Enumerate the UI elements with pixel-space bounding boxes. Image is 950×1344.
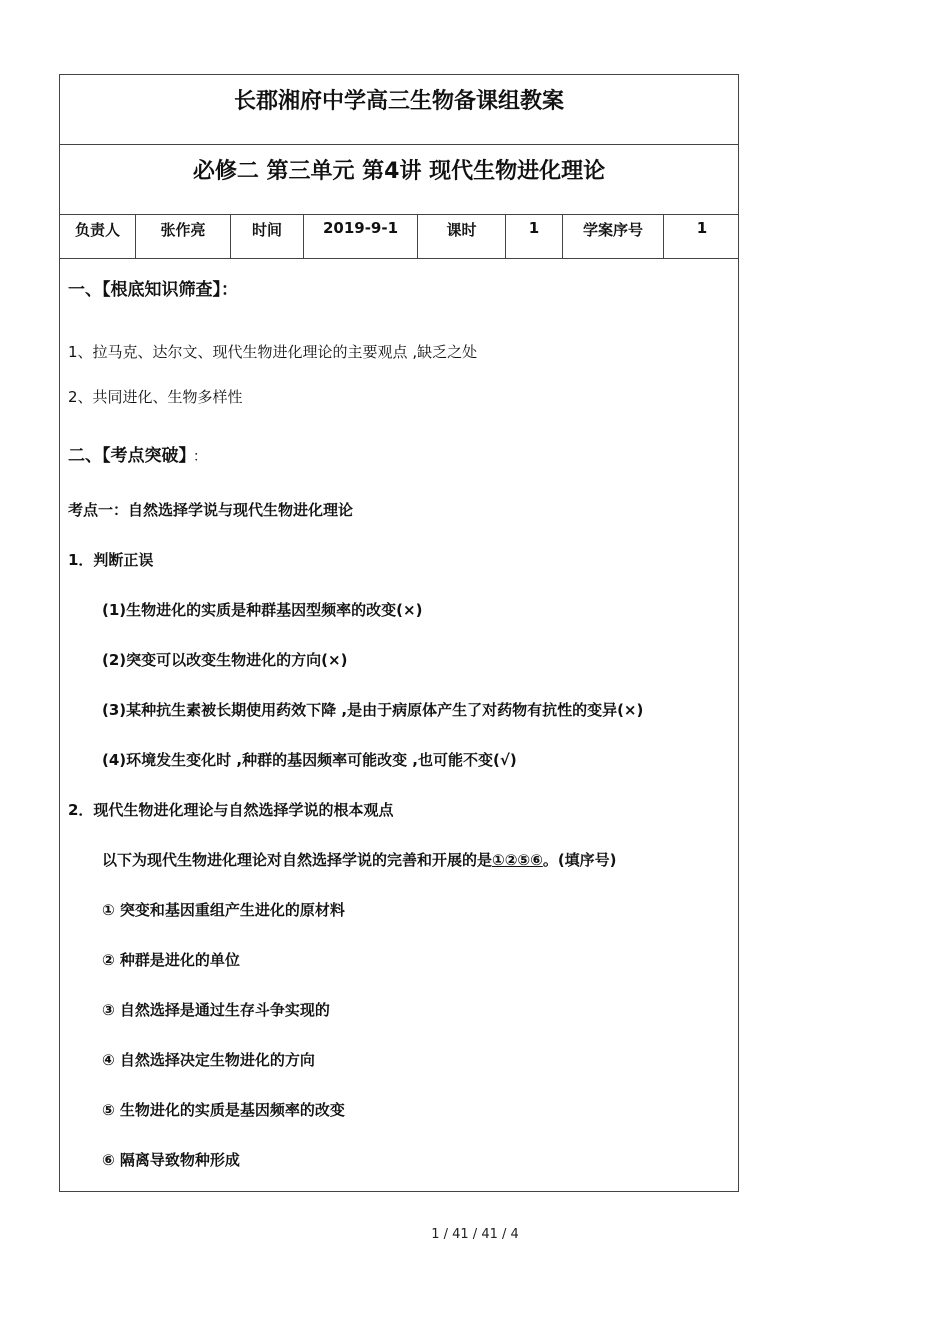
lesson-title: 必修二 第三单元 第4讲 现代生物进化理论 (192, 159, 606, 184)
option-6: ⑥ 隔离导致物种形成 (102, 1151, 240, 1169)
judgement-item-4: (4)环境发生变化时 ,种群的基因频率可能改变 ,也可能不变(√) (102, 751, 517, 769)
time-label: 时间 (231, 215, 304, 258)
time-value: 2019-9-1 (304, 215, 418, 258)
period-label: 课时 (418, 215, 506, 258)
period-value: 1 (506, 215, 563, 258)
owner-label: 负责人 (60, 215, 136, 258)
section2-heading-suffix: ： (193, 449, 207, 465)
question-2-prompt-suffix: 。(填序号) (542, 851, 617, 869)
option-2: ② 种群是进化的单位 (102, 951, 240, 969)
judgement-item-2: (2)突变可以改变生物进化的方向(×) (102, 651, 348, 669)
section1-item-1: 1、拉马克、达尔文、现代生物进化理论的主要观点 ,缺乏之处 (68, 343, 478, 361)
question-2-title: 2．现代生物进化理论与自然选择学说的根本观点 (68, 801, 394, 819)
school-title: 长郡湘府中学高三生物备课组教案 (233, 89, 564, 114)
lesson-plan-table (59, 74, 739, 1192)
lesson-title-row (60, 145, 738, 215)
question-1-title: 1．判断正误 (68, 551, 154, 569)
section1-heading: 一、【根底知识筛查】： (68, 280, 238, 300)
point-one-title: 考点一：自然选择学说与现代生物进化理论 (68, 501, 354, 519)
section2-heading: 二、【考点突破】 (68, 446, 187, 466)
judgement-item-1: (1)生物进化的实质是种群基因型频率的改变(×) (102, 601, 423, 619)
section2-heading-line (68, 441, 207, 466)
school-title-row (60, 75, 738, 145)
option-5: ⑤ 生物进化的实质是基因频率的改变 (102, 1101, 345, 1119)
option-3: ③ 自然选择是通过生存斗争实现的 (102, 1001, 330, 1019)
page-number: 1 / 41 / 41 / 4 (431, 1227, 519, 1242)
question-2-prompt (102, 849, 617, 870)
question-2-answer: ①②⑤⑥ (492, 851, 543, 869)
judgement-item-3: (3)某种抗生素被长期使用药效下降 ,是由于病原体产生了对药物有抗性的变异(×) (102, 701, 644, 719)
section1-item-2: 2、共同进化、生物多样性 (68, 388, 243, 406)
info-row (60, 215, 738, 259)
plan-number-label: 学案序号 (563, 215, 664, 258)
question-2-prompt-text: 以下为现代生物进化理论对自然选择学说的完善和开展的是 (102, 851, 493, 869)
option-1: ① 突变和基因重组产生进化的原材料 (102, 901, 345, 919)
lesson-body (60, 259, 738, 1191)
option-4: ④ 自然选择决定生物进化的方向 (102, 1051, 315, 1069)
plan-number-value: 1 (696, 219, 708, 237)
owner-value: 张作亮 (136, 215, 231, 258)
